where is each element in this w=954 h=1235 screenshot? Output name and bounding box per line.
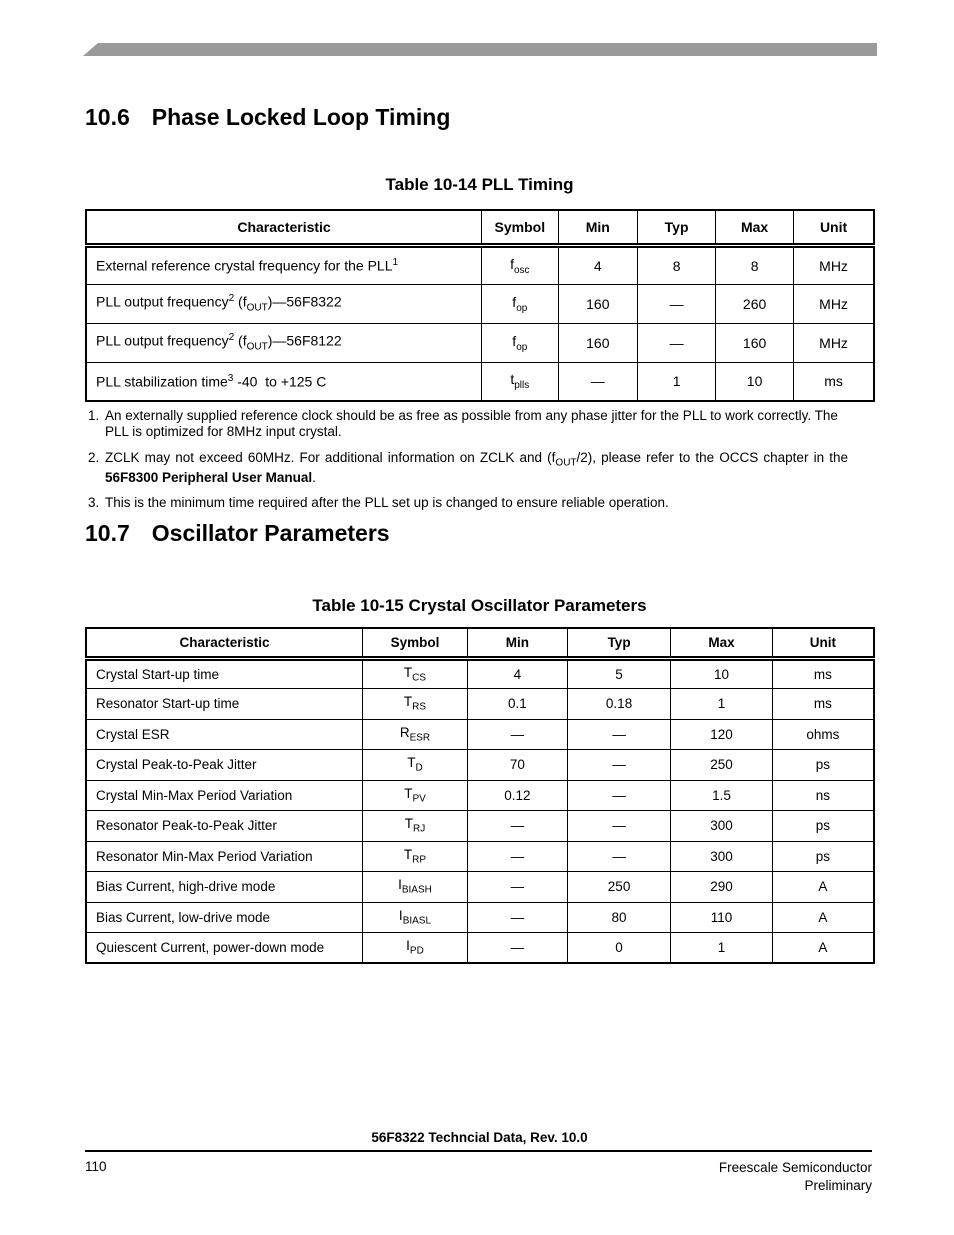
cell-symbol: $T_D$ — [363, 750, 468, 781]
cell-max: 290 — [671, 872, 773, 903]
cell-min: 0.12 — [467, 780, 567, 811]
cell-typ: — — [638, 323, 716, 362]
cell-typ: 5 — [567, 658, 670, 689]
section-title: Oscillator Parameters — [151, 520, 390, 546]
cell-unit: ns — [772, 780, 874, 811]
col-header-characteristic: Characteristic — [86, 210, 482, 245]
col-header-min: Min — [558, 210, 638, 245]
cell-typ: 80 — [567, 902, 670, 933]
cell-characteristic: PLL output frequency$^2$ $(f_{OUT})—56F8322$ — [86, 284, 482, 323]
footnote-text: ZCLK may not exceed 60MHz. For additional information on ZCLK and $(f_{OUT}/2)$, please refer to the OCCS chapter in the 56F8300 Peripheral User Manual. — [105, 449, 848, 485]
table-row — [86, 719, 874, 750]
cell-unit: ms — [794, 362, 874, 401]
section-title: Phase Locked Loop Timing — [151, 104, 451, 130]
cell-symbol: $T_{RP}$ — [363, 841, 468, 872]
cell-typ: — — [567, 750, 670, 781]
cell-min: — — [467, 902, 567, 933]
table-row — [86, 933, 874, 964]
cell-symbol: $f_{op}$ — [482, 323, 558, 362]
cell-characteristic: Quiescent Current, power-down mode — [86, 933, 363, 964]
cell-min: 4 — [558, 245, 638, 284]
col-header-unit: Unit — [794, 210, 874, 245]
cell-characteristic: Crystal ESR — [86, 719, 363, 750]
footer-company: Freescale Semiconductor — [718, 1160, 872, 1175]
col-header-characteristic: Characteristic — [86, 628, 363, 658]
table-row — [86, 841, 874, 872]
page-number: 110 — [85, 1159, 107, 1174]
cell-unit: MHz — [794, 323, 874, 362]
cell-unit: A — [772, 933, 874, 964]
cell-typ: — — [567, 811, 670, 842]
col-header-symbol: Symbol — [363, 628, 468, 658]
cell-min: 160 — [558, 323, 638, 362]
cell-min: 4 — [467, 658, 567, 689]
cell-unit: ps — [772, 750, 874, 781]
cell-max: 120 — [671, 719, 773, 750]
cell-symbol: $R_{ESR}$ — [363, 719, 468, 750]
cell-min: — — [558, 362, 638, 401]
cell-characteristic: Resonator Min-Max Period Variation — [86, 841, 363, 872]
footnote-number: 1. — [88, 408, 100, 423]
table-10-15-caption: Table 10-15 Crystal Oscillator Parameters — [312, 596, 647, 615]
col-header-min: Min — [467, 628, 567, 658]
footnote-text: This is the minimum time required after the PLL set up is changed to ensure reliable operation. — [105, 495, 669, 511]
cell-max: 1 — [671, 933, 773, 964]
table-header-row — [86, 628, 874, 658]
cell-unit: ps — [772, 811, 874, 842]
col-header-typ: Typ — [638, 210, 716, 245]
table-row — [86, 780, 874, 811]
cell-typ: — — [567, 719, 670, 750]
cell-typ: — — [567, 780, 670, 811]
footnote-text: An externally supplied reference clock should be as free as possible from any phase jitter for the PLL to work correctly. The PLL is optimized for 8MHz input crystal. — [105, 408, 838, 440]
footnote-2 — [88, 450, 848, 486]
table-row — [86, 284, 874, 323]
table-row — [86, 902, 874, 933]
table-header-row — [86, 210, 874, 245]
footnote-number: 3. — [88, 495, 100, 511]
cell-typ: 0.18 — [567, 689, 670, 720]
cell-symbol: $T_{CS}$ — [363, 658, 468, 689]
cell-unit: A — [772, 872, 874, 903]
cell-characteristic: PLL stabilization time$^3$ -40 to +125 C — [86, 362, 482, 401]
table-row — [86, 362, 874, 401]
table-10-15 — [85, 627, 875, 964]
col-header-unit: Unit — [772, 628, 874, 658]
section-number: 10.7 — [85, 520, 130, 546]
table-row — [86, 811, 874, 842]
cell-characteristic: External reference crystal frequency for the PLL$^1$ — [86, 245, 482, 284]
cell-characteristic: Resonator Peak-to-Peak Jitter — [86, 811, 363, 842]
footer-company-block — [719, 1159, 872, 1195]
cell-symbol: $f_{op}$ — [482, 284, 558, 323]
cell-unit: MHz — [794, 245, 874, 284]
footnote-3 — [88, 495, 848, 511]
table-row — [86, 658, 874, 689]
col-header-max: Max — [671, 628, 773, 658]
cell-max: 8 — [716, 245, 794, 284]
footer-document-title: 56F8322 Techncial Data, Rev. 10.0 — [371, 1130, 588, 1145]
cell-unit: ms — [772, 689, 874, 720]
cell-max: 1.5 — [671, 780, 773, 811]
section-heading-10-7 — [85, 521, 390, 545]
cell-min: — — [467, 872, 567, 903]
cell-max: 260 — [716, 284, 794, 323]
cell-symbol: $f_{osc}$ — [482, 245, 558, 284]
cell-characteristic: Crystal Start-up time — [86, 658, 363, 689]
table-row — [86, 872, 874, 903]
cell-min: 70 — [467, 750, 567, 781]
table-10-14-caption: Table 10-14 PLL Timing — [385, 175, 574, 194]
cell-unit: A — [772, 902, 874, 933]
cell-max: 300 — [671, 841, 773, 872]
cell-min: — — [467, 811, 567, 842]
cell-max: 10 — [671, 658, 773, 689]
table-10-14-footnotes — [88, 408, 848, 521]
table-row — [86, 323, 874, 362]
cell-characteristic: Bias Current, low-drive mode — [86, 902, 363, 933]
cell-characteristic: Crystal Peak-to-Peak Jitter — [86, 750, 363, 781]
section-heading-10-6 — [85, 105, 450, 129]
cell-typ: 8 — [638, 245, 716, 284]
cell-unit: ps — [772, 841, 874, 872]
cell-max: 110 — [671, 902, 773, 933]
cell-symbol: $T_{RJ}$ — [363, 811, 468, 842]
cell-symbol: $I_{PD}$ — [363, 933, 468, 964]
page-header-bar — [83, 43, 877, 56]
cell-typ: — — [638, 284, 716, 323]
col-header-symbol: Symbol — [482, 210, 558, 245]
cell-characteristic: PLL output frequency$^2$ $(f_{OUT})—56F8122$ — [86, 323, 482, 362]
cell-unit: ohms — [772, 719, 874, 750]
cell-characteristic: Crystal Min-Max Period Variation — [86, 780, 363, 811]
cell-min: 0.1 — [467, 689, 567, 720]
cell-max: 300 — [671, 811, 773, 842]
footer-divider — [85, 1150, 872, 1152]
col-header-typ: Typ — [567, 628, 670, 658]
cell-symbol: $T_{RS}$ — [363, 689, 468, 720]
cell-max: 160 — [716, 323, 794, 362]
cell-min: — — [467, 719, 567, 750]
cell-characteristic: Bias Current, high-drive mode — [86, 872, 363, 903]
cell-unit: ms — [772, 658, 874, 689]
cell-characteristic: Resonator Start-up time — [86, 689, 363, 720]
cell-unit: MHz — [794, 284, 874, 323]
col-header-max: Max — [716, 210, 794, 245]
cell-min: 160 — [558, 284, 638, 323]
cell-typ: 250 — [567, 872, 670, 903]
table-row — [86, 750, 874, 781]
table-10-14 — [85, 209, 875, 402]
cell-symbol: $I_{BIASH}$ — [363, 872, 468, 903]
table-row — [86, 689, 874, 720]
cell-symbol: $I_{BIASL}$ — [363, 902, 468, 933]
table-row — [86, 245, 874, 284]
cell-symbol: $T_{PV}$ — [363, 780, 468, 811]
cell-typ: 1 — [638, 362, 716, 401]
footer-status: Preliminary — [804, 1178, 872, 1193]
footnote-number: 2. — [88, 449, 100, 465]
section-number: 10.6 — [85, 104, 130, 130]
cell-max: 10 — [716, 362, 794, 401]
footnote-1 — [88, 408, 848, 441]
cell-typ: 0 — [567, 933, 670, 964]
cell-min: — — [467, 933, 567, 964]
cell-min: — — [467, 841, 567, 872]
cell-max: 250 — [671, 750, 773, 781]
cell-symbol: $t_{plls}$ — [482, 362, 558, 401]
cell-max: 1 — [671, 689, 773, 720]
cell-typ: — — [567, 841, 670, 872]
